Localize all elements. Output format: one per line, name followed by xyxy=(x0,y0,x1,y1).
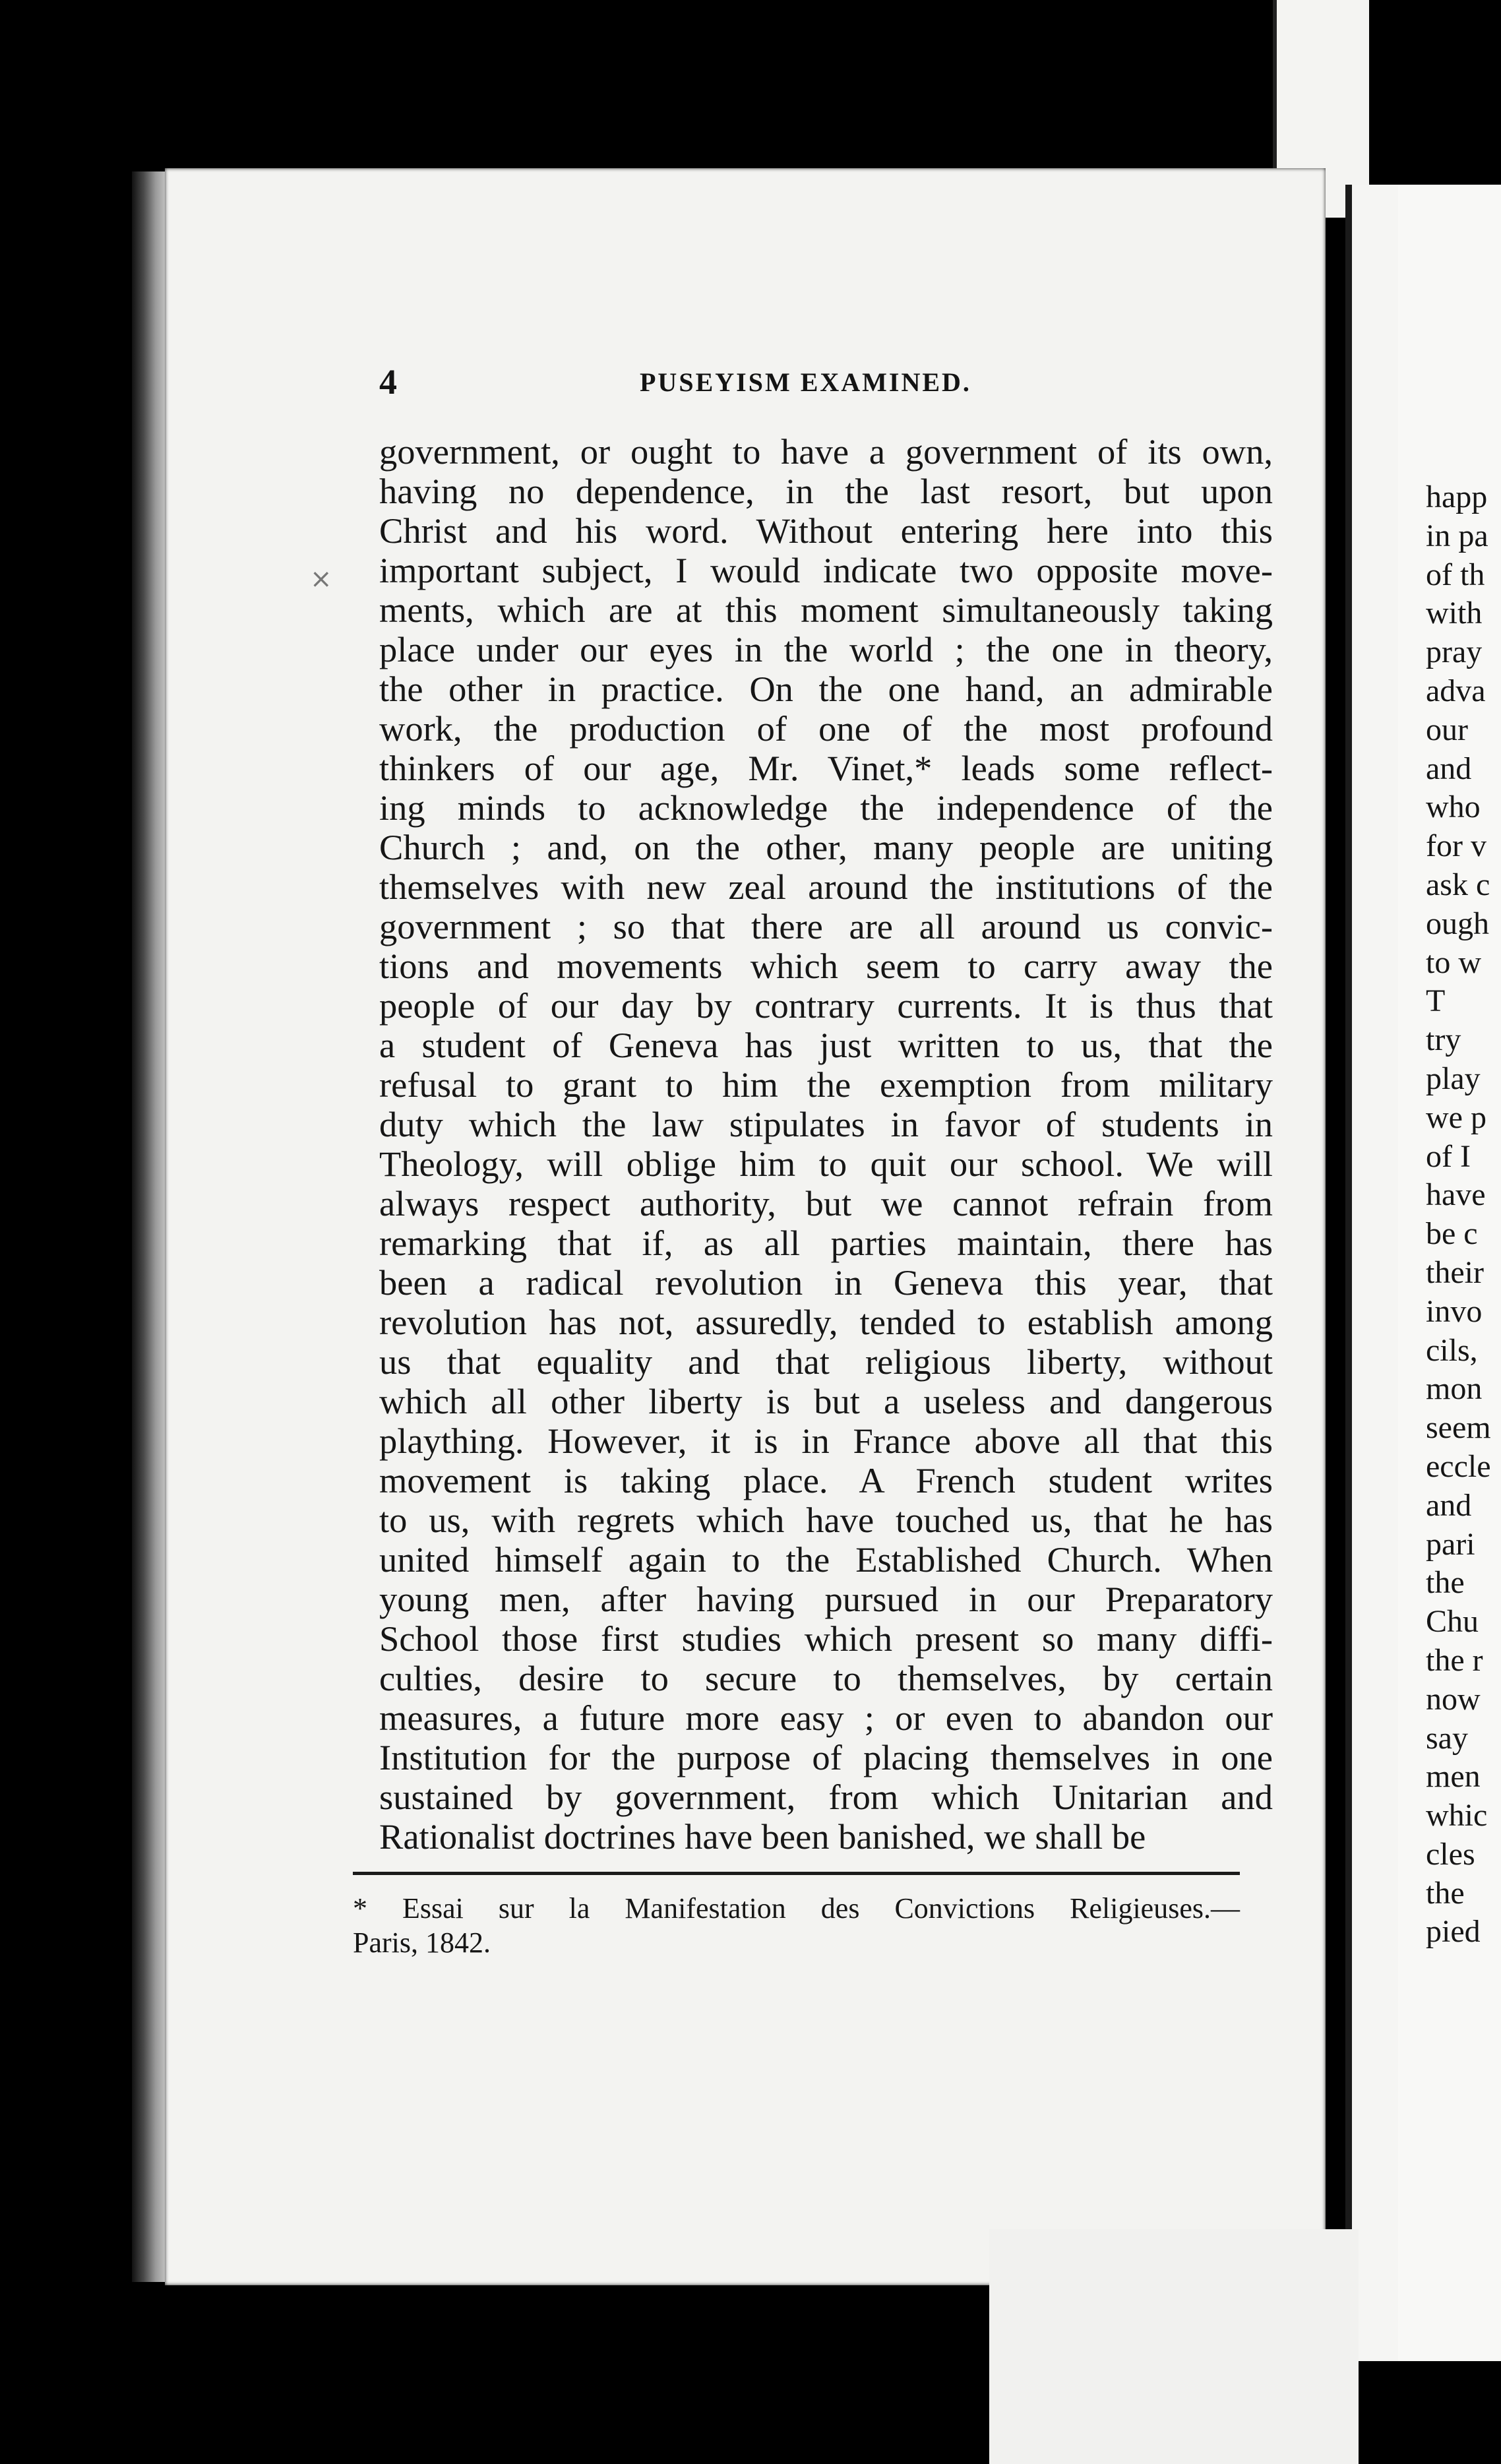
facing-page-fragment: for v xyxy=(1426,828,1486,864)
text-line: themselves with new zeal around the institutions of the xyxy=(379,867,1273,907)
footnote-line: * Essai sur la Manifestation des Convictions Religieuses.— xyxy=(353,1892,1240,1925)
text-line: place under our eyes in the world ; the one in theory, xyxy=(379,630,1273,669)
text-line: ing minds to acknowledge the independence of the xyxy=(379,788,1273,828)
text-line: work, the production of one of the most profound xyxy=(379,709,1273,749)
text-line: us that equality and that religious liberty, without xyxy=(379,1342,1273,1382)
facing-page-fragment: now xyxy=(1426,1681,1481,1717)
header-title: PUSEYISM EXAMINED. xyxy=(640,367,971,397)
text-line: Institution for the purpose of placing themselves in one xyxy=(379,1738,1273,1777)
text-line: having no dependence, in the last resort, but upon xyxy=(379,472,1273,511)
facing-page-fragment: adva xyxy=(1426,673,1486,708)
facing-page-fragment: happ xyxy=(1426,479,1488,514)
facing-page-fragment: and xyxy=(1426,1487,1472,1523)
margin-mark: × xyxy=(310,564,332,594)
facing-page-fragment: pied xyxy=(1426,1914,1481,1950)
facing-page-fragment: pray xyxy=(1426,634,1483,670)
facing-page-fragment: in pa xyxy=(1426,518,1488,553)
facing-page-fragment: play xyxy=(1426,1061,1481,1096)
binding-tape-bottom xyxy=(989,2229,1359,2464)
text-line: young men, after having pursued in our Preparatory xyxy=(379,1580,1273,1619)
facing-page-fragment: be c xyxy=(1426,1216,1478,1252)
facing-page-fragment: to w xyxy=(1426,944,1481,980)
text-line: government, or ought to have a government of its own, xyxy=(379,432,1273,472)
text-line: Church ; and, on the other, many people are uniting xyxy=(379,828,1273,867)
facing-page-fragment: cils, xyxy=(1426,1332,1478,1368)
facing-page-fragment: ough xyxy=(1426,906,1489,941)
text-line: which all other liberty is but a useless and dangerous xyxy=(379,1382,1273,1421)
text-line: tions and movements which seem to carry away the xyxy=(379,946,1273,986)
facing-page-fragment: say xyxy=(1426,1720,1468,1756)
facing-page-fragment: T xyxy=(1426,983,1446,1019)
text-line: the other in practice. On the one hand, an admirable xyxy=(379,669,1273,709)
facing-page-fragment: of th xyxy=(1426,557,1485,592)
text-line: united himself again to the Established Church. When xyxy=(379,1540,1273,1580)
facing-page-fragment: whic xyxy=(1426,1798,1488,1833)
text-line: important subject, I would indicate two opposite move- xyxy=(379,551,1273,590)
facing-page-fragment: invo xyxy=(1426,1293,1483,1329)
text-line: ments, which are at this moment simultaneously taking xyxy=(379,590,1273,630)
facing-page-fragment: eccle xyxy=(1426,1448,1491,1484)
footnote xyxy=(353,1892,1240,1960)
text-line: School those first studies which present so many diffi- xyxy=(379,1619,1273,1659)
facing-page-fragment: mon xyxy=(1426,1371,1483,1407)
facing-page-fragment: with xyxy=(1426,596,1483,631)
facing-page-fragment: the xyxy=(1426,1875,1465,1911)
text-line: remarking that if, as all parties maintain, there has xyxy=(379,1223,1273,1263)
page-number: 4 xyxy=(379,362,397,402)
facing-page-fragment: seem xyxy=(1426,1410,1491,1446)
text-line: refusal to grant to him the exemption from military xyxy=(379,1065,1273,1105)
facing-page-fragment: pari xyxy=(1426,1526,1475,1562)
facing-page-fragment: try xyxy=(1426,1022,1461,1058)
text-line: been a radical revolution in Geneva this year, that xyxy=(379,1263,1273,1303)
text-line: Rationalist doctrines have been banished, we shall be xyxy=(379,1817,1146,1857)
text-line: always respect authority, but we cannot refrain from xyxy=(379,1184,1273,1223)
facing-page-fragment: of I xyxy=(1426,1138,1471,1174)
text-line: sustained by government, from which Unitarian and xyxy=(379,1777,1273,1817)
text-line: a student of Geneva has just written to us, that the xyxy=(379,1026,1273,1065)
facing-page-fragment: their xyxy=(1426,1254,1484,1290)
text-line: Christ and his word. Without entering here into this xyxy=(379,511,1273,551)
footnote-rule xyxy=(353,1872,1240,1875)
facing-page-fragment: we p xyxy=(1426,1099,1486,1135)
running-head xyxy=(379,361,1276,401)
footnote-line: Paris, 1842. xyxy=(353,1926,491,1959)
facing-page-fragment: ask c xyxy=(1426,867,1490,902)
facing-page-fragment: our xyxy=(1426,712,1468,747)
text-line: revolution has not, assuredly, tended to establish among xyxy=(379,1303,1273,1342)
text-line: measures, a future more easy ; or even to abandon our xyxy=(379,1698,1273,1738)
facing-page-fragment: and xyxy=(1426,751,1472,786)
facing-page-fragment: men xyxy=(1426,1759,1481,1795)
facing-page-fragment: the xyxy=(1426,1565,1465,1601)
facing-page-text xyxy=(1426,478,1501,1952)
text-line: to us, with regrets which have touched us, that he has xyxy=(379,1500,1273,1540)
facing-page-fragment: Chu xyxy=(1426,1604,1479,1640)
text-line: movement is taking place. A French student writes xyxy=(379,1461,1273,1500)
text-line: thinkers of our age, Mr. Vinet,* leads some reflect- xyxy=(379,749,1273,788)
facing-page-fragment: who xyxy=(1426,789,1481,825)
text-line: government ; so that there are all around us convic- xyxy=(379,907,1273,946)
facing-page-fragment: cles xyxy=(1426,1836,1475,1872)
facing-page-fragment: the r xyxy=(1426,1642,1483,1678)
text-line: plaything. However, it is in France above all that this xyxy=(379,1421,1273,1461)
text-line: culties, desire to secure to themselves, by certain xyxy=(379,1659,1273,1698)
body-text xyxy=(379,432,1273,1857)
text-line: Theology, will oblige him to quit our school. We will xyxy=(379,1144,1273,1184)
text-line: duty which the law stipulates in favor of students in xyxy=(379,1105,1273,1144)
text-line: people of our day by contrary currents. It is thus that xyxy=(379,986,1273,1026)
facing-page-fragment: have xyxy=(1426,1177,1486,1213)
